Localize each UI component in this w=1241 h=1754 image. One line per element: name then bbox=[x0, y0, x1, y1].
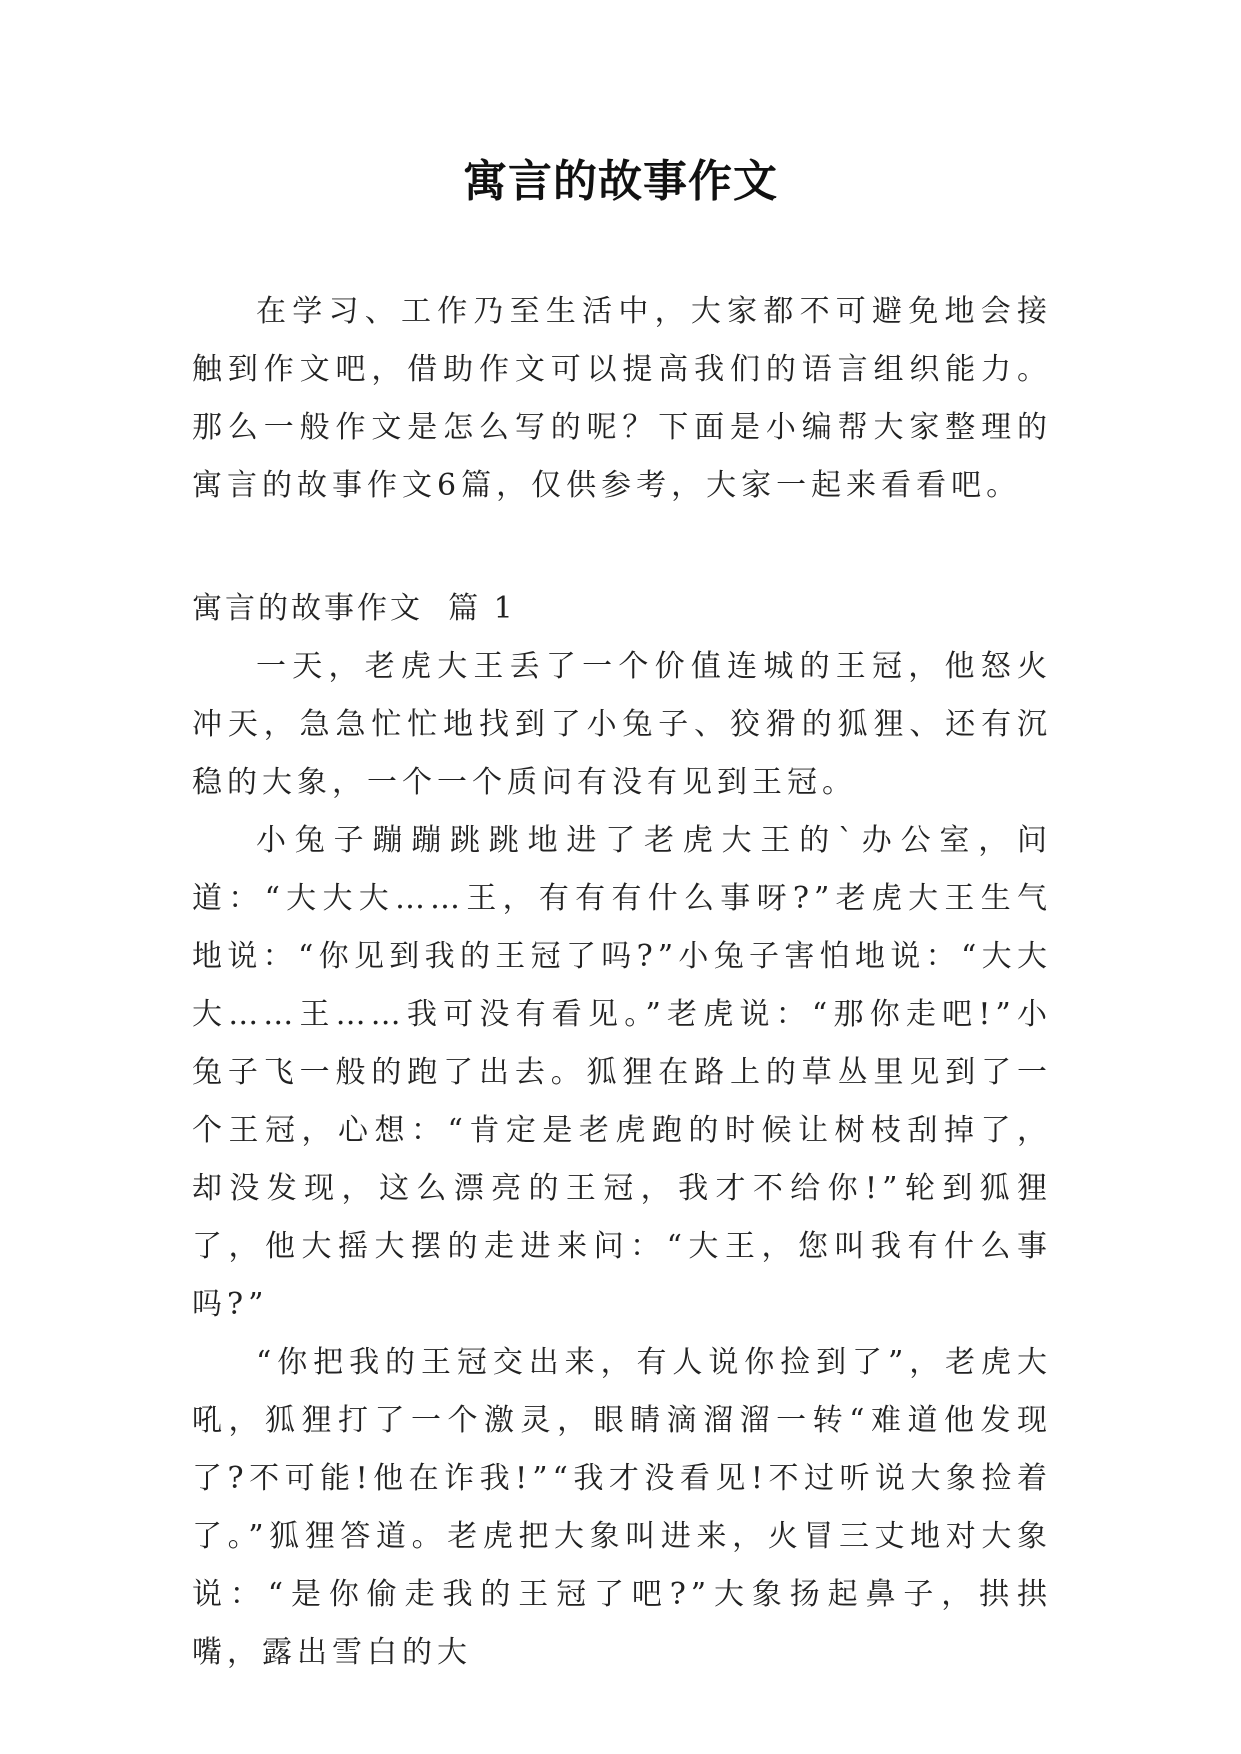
section-heading: 寓言的故事作文 篇 1 bbox=[192, 591, 516, 626]
intro-block bbox=[192, 283, 1052, 515]
document-title: 寓言的故事作文 bbox=[463, 156, 778, 207]
section-body bbox=[192, 638, 1052, 1682]
story-paragraph: 一天，老虎大王丢了一个价值连城的王冠，他怒火冲天，急急忙忙地找到了小兔子、狡猾的狐狸、还有沉稳的大象，一个一个质问有没有见到王冠。 bbox=[192, 649, 1052, 800]
story-paragraph: “你把我的王冠交出来，有人说你捡到了”，老虎大吼，狐狸打了一个激灵，眼睛滴溜溜一转“难道他发现了?不可能!他在诈我!”“我才没看见!不过听说大象捡着了。”狐狸答道。老虎把大象叫进来，火冒三丈地对大象说：“是你偷走我的王冠了吧?”大象扬起鼻子，拱拱嘴，露出雪白的大 bbox=[192, 1345, 1052, 1670]
story-paragraph: 小兔子蹦蹦跳跳地进了老虎大王的`办公室，问道：“大大大……王，有有有什么事呀?”老虎大王生气地说：“你见到我的王冠了吗?”小兔子害怕地说：“大大大……王……我可没有看见。”老虎说：“那你走吧!”小兔子飞一般的跑了出去。狐狸在路上的草丛里见到了一个王冠，心想：“肯定是老虎跑的时候让树枝刮掉了，却没发现，这么漂亮的王冠，我才不给你!”轮到狐狸了，他大摇大摆的走进来问：“大王，您叫我有什么事吗?” bbox=[192, 823, 1052, 1322]
intro-paragraph: 在学习、工作乃至生活中，大家都不可避免地会接触到作文吧，借助作文可以提高我们的语言组织能力。那么一般作文是怎么写的呢？下面是小编帮大家整理的寓言的故事作文6篇，仅供参考，大家一起来看看吧。 bbox=[192, 294, 1052, 503]
